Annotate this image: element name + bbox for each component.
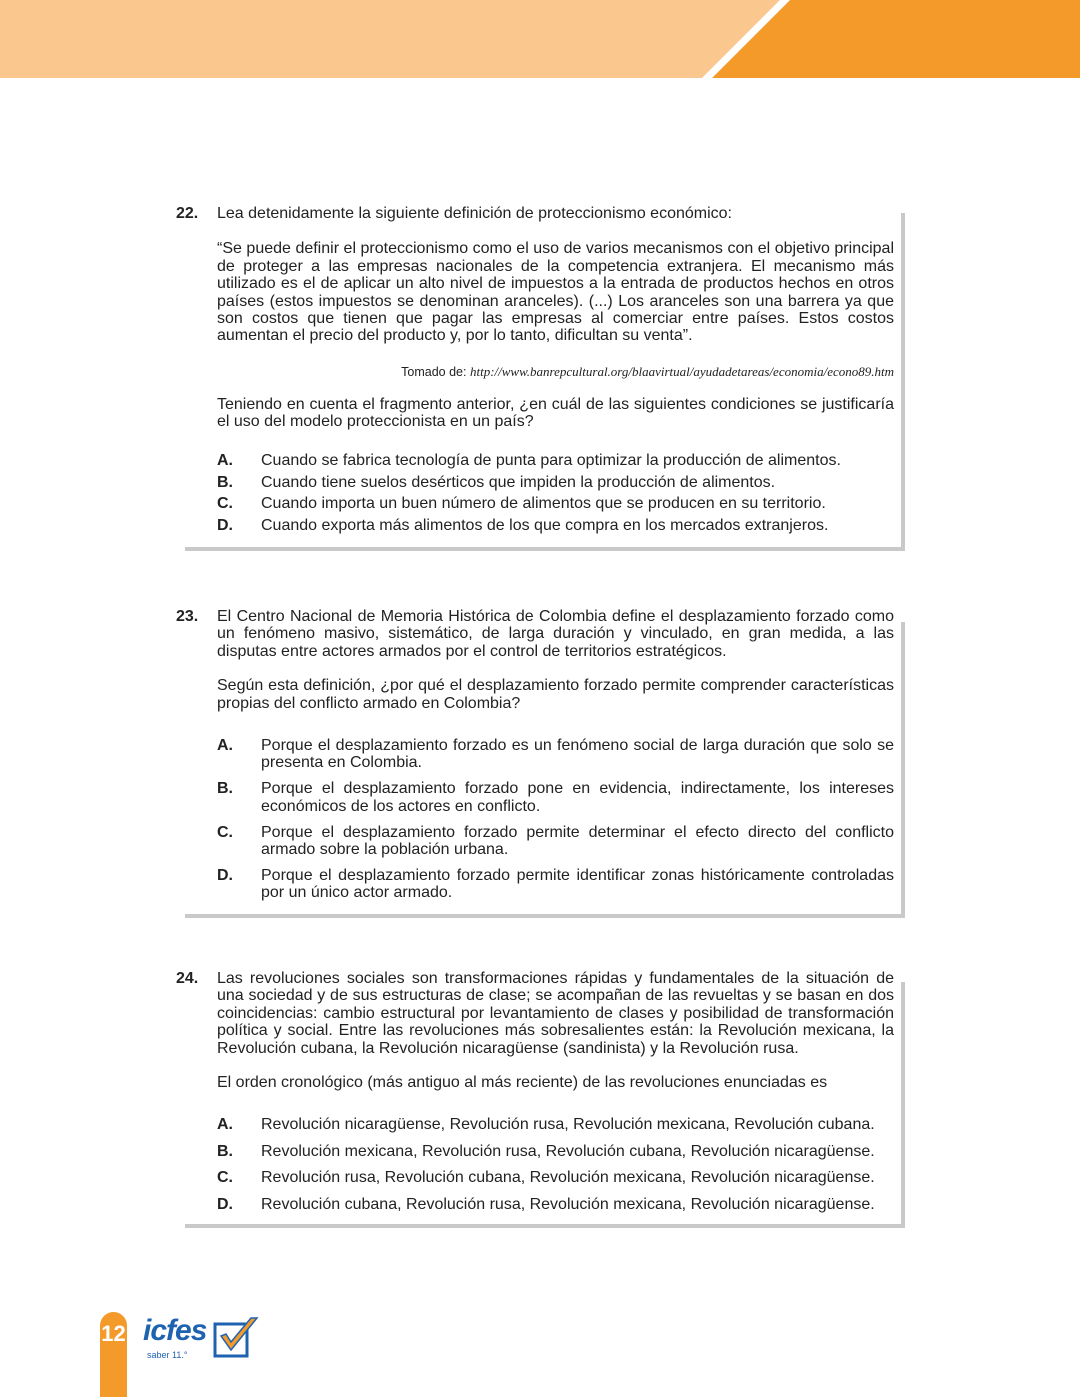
question-intro: Lea detenidamente la siguiente definición de proteccionismo económico: (217, 205, 732, 222)
option-letter: A. (217, 451, 233, 469)
option-d[interactable] (217, 517, 894, 534)
frame-right (901, 622, 905, 918)
option-text: Revolución nicaragüense, Revolución rusa, Revolución mexicana, Revolución cubana. (261, 1116, 875, 1134)
frame-right (901, 982, 905, 1228)
option-letter: C. (217, 1169, 233, 1187)
option-letter: D. (217, 866, 233, 884)
page-number-tab (100, 1312, 127, 1397)
option-letter: B. (217, 780, 233, 798)
header-banner (0, 0, 1080, 78)
options-list (217, 452, 894, 535)
option-text: Porque el desplazamiento forzado pone en evidencia, indirectamente, los intereses económicos de los actores en conflicto. (261, 780, 894, 815)
logo-wordmark: icfes (143, 1314, 207, 1347)
question-intro: El Centro Nacional de Memoria Histórica de Colombia define el desplazamiento forzado como un fenómeno masivo, sistemático, de larga duración y vinculado, en gran medida, a las disputas entre actores armados por el control de territorios estratégicos. (217, 608, 894, 660)
frame-bottom (185, 547, 905, 551)
question-22 (176, 205, 906, 551)
option-letter: C. (217, 495, 233, 513)
option-text: Revolución cubana, Revolución rusa, Revolución mexicana, Revolución nicaragüense. (261, 1195, 875, 1213)
question-prompt: El orden cronológico (más antiguo al más reciente) de las revoluciones enunciadas es (217, 1074, 828, 1092)
options-list (217, 1116, 894, 1213)
question-intro: Las revoluciones sociales son transformaciones rápidas y fundamentales de la situación de una sociedad y de sus estructuras de clase; se acompañan de las revueltas y se basan en dos coincidencias: cambio estructural por levantamiento de clases y posibilidad de transformación política y social. Entre las revoluciones más sobresalientes están: la Revolución mexicana, la Revolución cubana, la Revolución nicaragüense (sandinista) y la Revolución rusa. (217, 970, 894, 1057)
options-list (217, 737, 894, 902)
option-a[interactable] (217, 1116, 894, 1133)
option-b[interactable] (217, 780, 894, 815)
checkmark-icon (213, 1316, 261, 1360)
question-prompt: Teniendo en cuenta el fragmento anterior, ¿en cuál de las siguientes condiciones se justificaría el uso del modelo proteccionista en un país? (217, 395, 894, 431)
question-prompt: Según esta definición, ¿por qué el desplazamiento forzado permite comprender características propias del conflicto armado en Colombia? (217, 677, 894, 712)
option-text: Revolución rusa, Revolución cubana, Revolución mexicana, Revolución nicaragüense. (261, 1169, 875, 1187)
option-text: Porque el desplazamiento forzado es un fenómeno social de larga duración que solo se presenta en Colombia. (261, 737, 894, 772)
frame-bottom (185, 1224, 905, 1228)
option-letter: B. (217, 1142, 233, 1160)
option-text: Porque el desplazamiento forzado permite determinar el efecto directo del conflicto armado sobre la población urbana. (261, 823, 894, 859)
option-c[interactable] (217, 824, 894, 859)
question-quote: “Se puede definir el proteccionismo como el uso de varios mecanismos con el objetivo principal de proteger a las empresas nacionales de la competencia extranjera. El mecanismo más utilizado es el de aplicar un alto nivel de impuestos a la entrada de productos hechos en otros países (estos impuestos se denominan aranceles). (...) Los aranceles son una barrera ya que son costos que tienen que pagar las empresas al comerciar entre países. Estos costos aumentan el precio del producto y, por lo tanto, dificultan su venta”. (217, 240, 894, 345)
option-text: Cuando importa un buen número de alimentos que se producen en su territorio. (261, 495, 826, 513)
option-letter: D. (217, 517, 233, 535)
question-number: 22. (176, 205, 199, 222)
option-text: Cuando tiene suelos desérticos que impiden la producción de alimentos. (261, 473, 776, 491)
logo-subtext: saber 11.° (147, 1350, 188, 1360)
option-d[interactable] (217, 867, 894, 902)
question-23 (176, 608, 906, 918)
icfes-logo (143, 1314, 263, 1374)
option-text: Cuando se fabrica tecnología de punta para optimizar la producción de alimentos. (261, 451, 841, 469)
option-d[interactable] (217, 1196, 894, 1213)
option-letter: C. (217, 823, 233, 841)
option-b[interactable] (217, 474, 894, 491)
option-letter: B. (217, 473, 233, 491)
option-a[interactable] (217, 452, 894, 469)
frame-bottom (185, 914, 905, 918)
option-text: Porque el desplazamiento forzado permite identificar zonas históricamente controladas por un único actor armado. (261, 866, 894, 902)
page-number: 12 (101, 1321, 126, 1346)
option-a[interactable] (217, 737, 894, 772)
option-c[interactable] (217, 495, 894, 512)
option-letter: D. (217, 1195, 233, 1213)
source-label: Tomado de: (401, 364, 467, 379)
option-b[interactable] (217, 1143, 894, 1160)
option-letter: A. (217, 737, 233, 755)
option-text: Cuando exporta más alimentos de los que compra en los mercados extranjeros. (261, 517, 829, 535)
source-citation (217, 364, 894, 380)
option-letter: A. (217, 1116, 233, 1134)
question-number: 23. (176, 608, 199, 625)
source-url: http://www.banrepcultural.org/blaavirtual/ayudadetareas/economia/econo89.htm (469, 363, 894, 379)
question-24 (176, 970, 906, 1228)
question-number: 24. (176, 970, 199, 987)
option-c[interactable] (217, 1169, 894, 1186)
frame-right (901, 213, 905, 551)
option-text: Revolución mexicana, Revolución rusa, Revolución cubana, Revolución nicaragüense. (261, 1142, 875, 1160)
